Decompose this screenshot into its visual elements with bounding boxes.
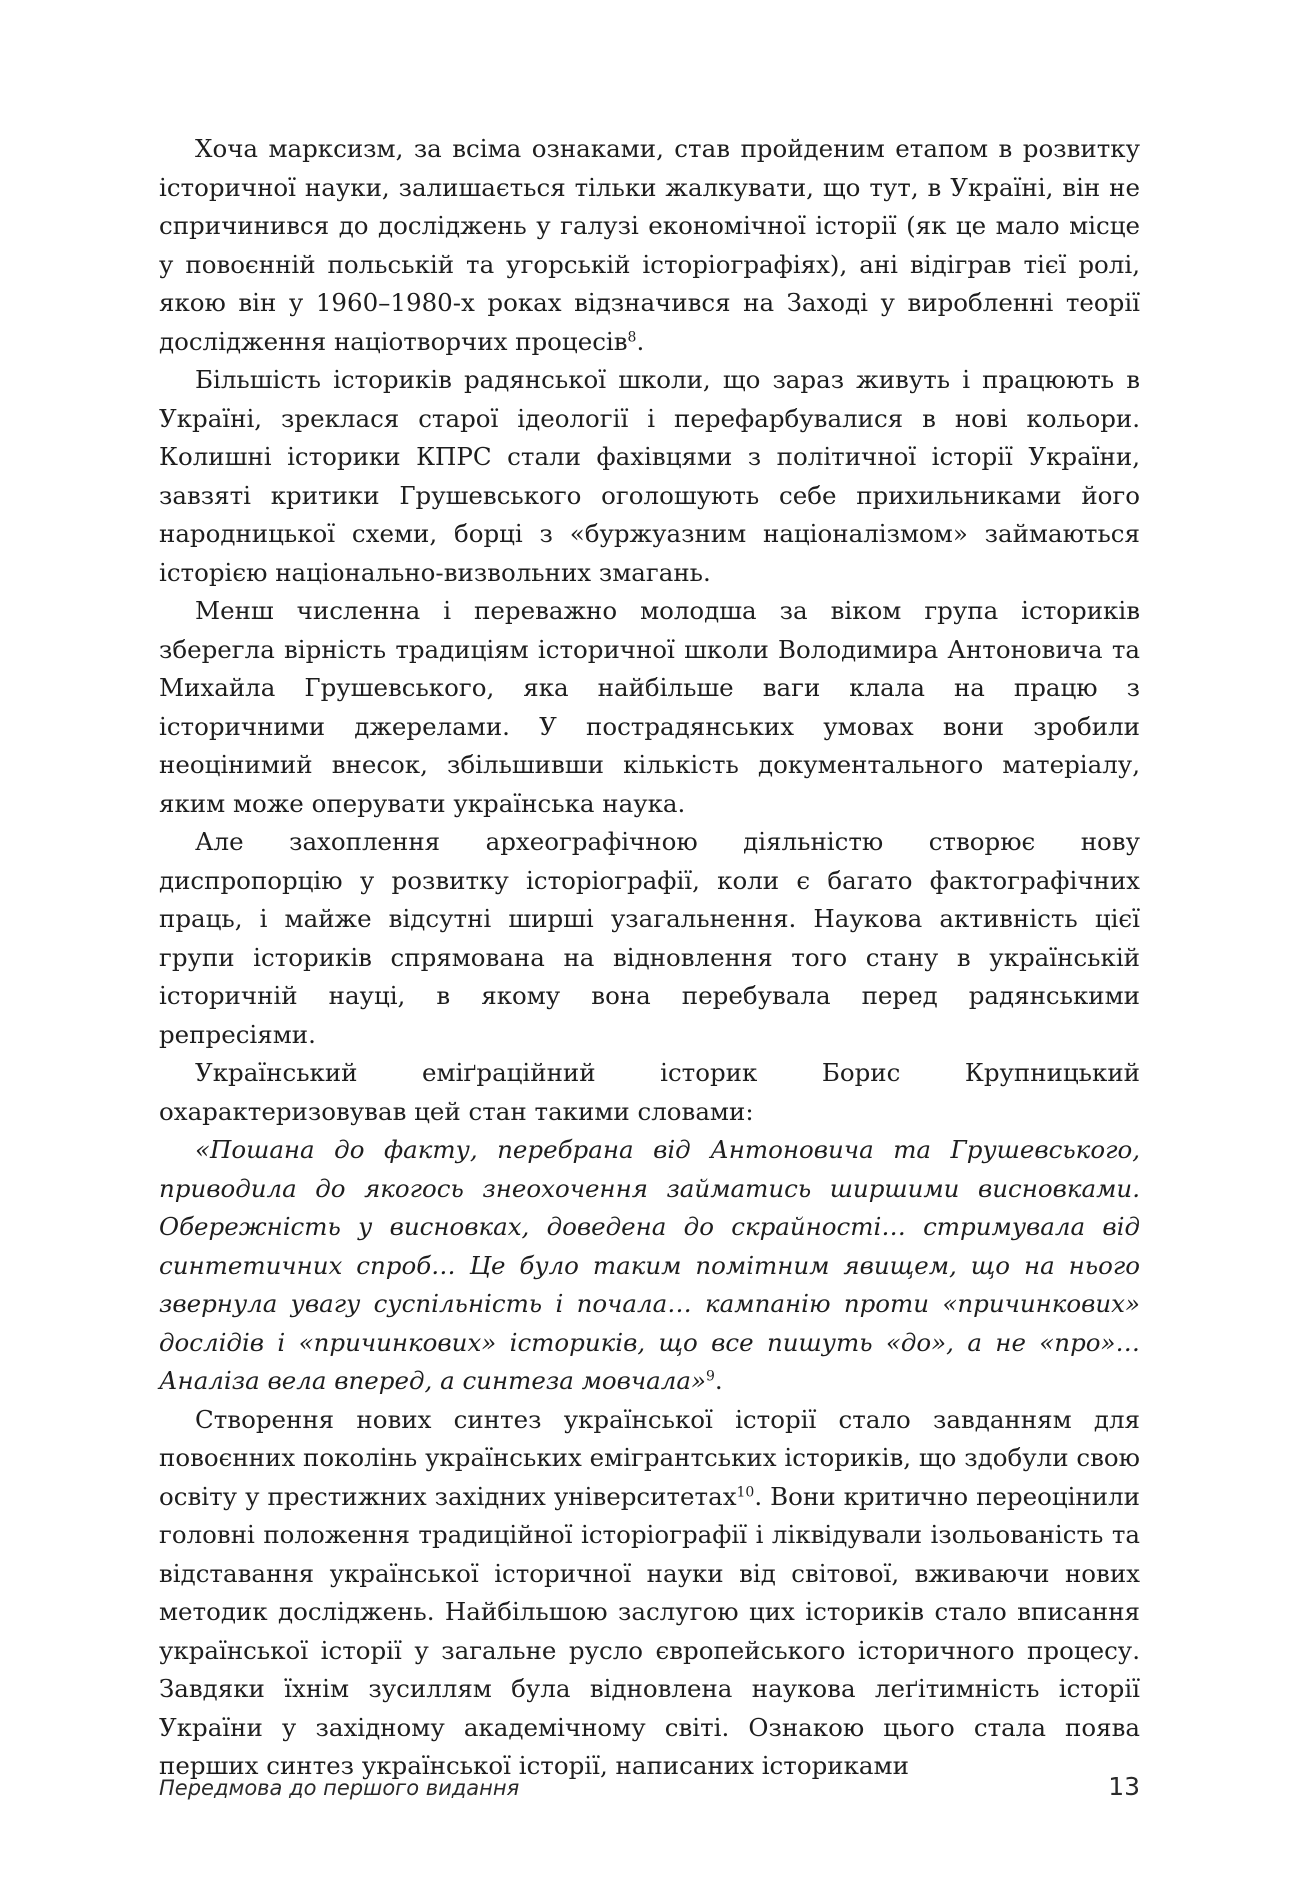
paragraph-archeography: Але захоплення археографічною діяльністю створює нову диспропорцію у розвитку історіографії, коли є багато фактографічних праць, і майже відсутні ширші узагальнення. Наукова активність цієї групи істориків спрямована на відновлення того стану в українській історичній науці, в якому вона перебувала перед радянськими репресіями.	[159, 827, 1140, 1049]
running-title: Передмова до першого видання	[159, 1776, 520, 1800]
paragraph-krupnytsky-intro: Український еміґраційний історик Борис Крупницький охарактеризовував цей стан такими словами:	[159, 1058, 1140, 1126]
page-footer	[159, 1770, 1140, 1806]
footnote-ref-10[interactable]: 10	[736, 1484, 755, 1501]
paragraph-younger-group: Менш численна і переважно молодша за віком група істориків зберегла вірність традиціям історичної школи Володимира Антоновича та Михайла Грушевського, яка найбільше ваги клала на працю з історичними джерелами. У пострадянських умовах вони зробили неоцінимий внесок, збільшивши кількість документального матеріалу, яким може оперувати українська наука.	[159, 596, 1140, 818]
paragraph-marxism: Хоча марксизм, за всіма ознаками, став пройденим етапом в розвитку історичної науки, залишається тільки жалкувати, що тут, в Україні, він не спричинився до досліджень у галузі економічної історії (як це мало місце у повоєнній польській та угорській історіографіях), ані відіграв тієї ролі, якою він у 1960–1980-х роках відзначився на Заході у виробленні теорії дослідження націотворчих процесів$^8$.	[159, 134, 1140, 356]
footnote-ref-9[interactable]: 9	[705, 1368, 715, 1385]
paragraph-emigrant-synthesis: Створення нових синтез української історії стало завданням для повоєнних поколінь українських емігрантських істориків, що здобули свою освіту у престижних західних університетах$^{10}$. Вони критично переоцінили головні положення традиційної історіографії і ліквідували ізольованість та відставання української історичної науки від світової, вживаючи нових методик досліджень. Найбільшою заслугою цих істориків стало вписання української історії у загальне русло європейського історичного процесу. Завдяки їхнім зусиллям була відновлена наукова леґітимність історії України у західному академічному світі. Ознакою цього стала поява перших синтез української історії, написаних істориками	[159, 1404, 1140, 1780]
body-text	[159, 130, 1140, 1786]
paragraph-soviet-historians: Більшість істориків радянської школи, що зараз живуть і працюють в Україні, зреклася старої ідеології і перефарбувалися в нові кольори. Колишні історики КПРС стали фахівцями з політичної історії України, завзяті критики Грушевського оголошують себе прихильниками його народницької схеми, борці з «буржуазним націоналізмом» займаються історією національно-визвольних змагань.	[159, 365, 1140, 587]
page-number: 13	[1108, 1772, 1140, 1801]
footnote-ref-8[interactable]: 8	[627, 329, 637, 346]
quote-krupnytsky: «Пошана до факту, перебрана від Антоновича та Грушевського, приводила до якогось знеохочення займатись ширшими висновками. Обережність у висновках, доведена до скрайності… стримувала від синтетичних спроб… Це було таким помітним явищем, що на нього звернула увагу суспільність і почала… кампанію проти «причинкових» дослідів і «причинкових» істориків, що все пишуть «до», а не «про»… Аналіза вела вперед, а синтеза мовчала»$^9$.	[159, 1135, 1140, 1395]
